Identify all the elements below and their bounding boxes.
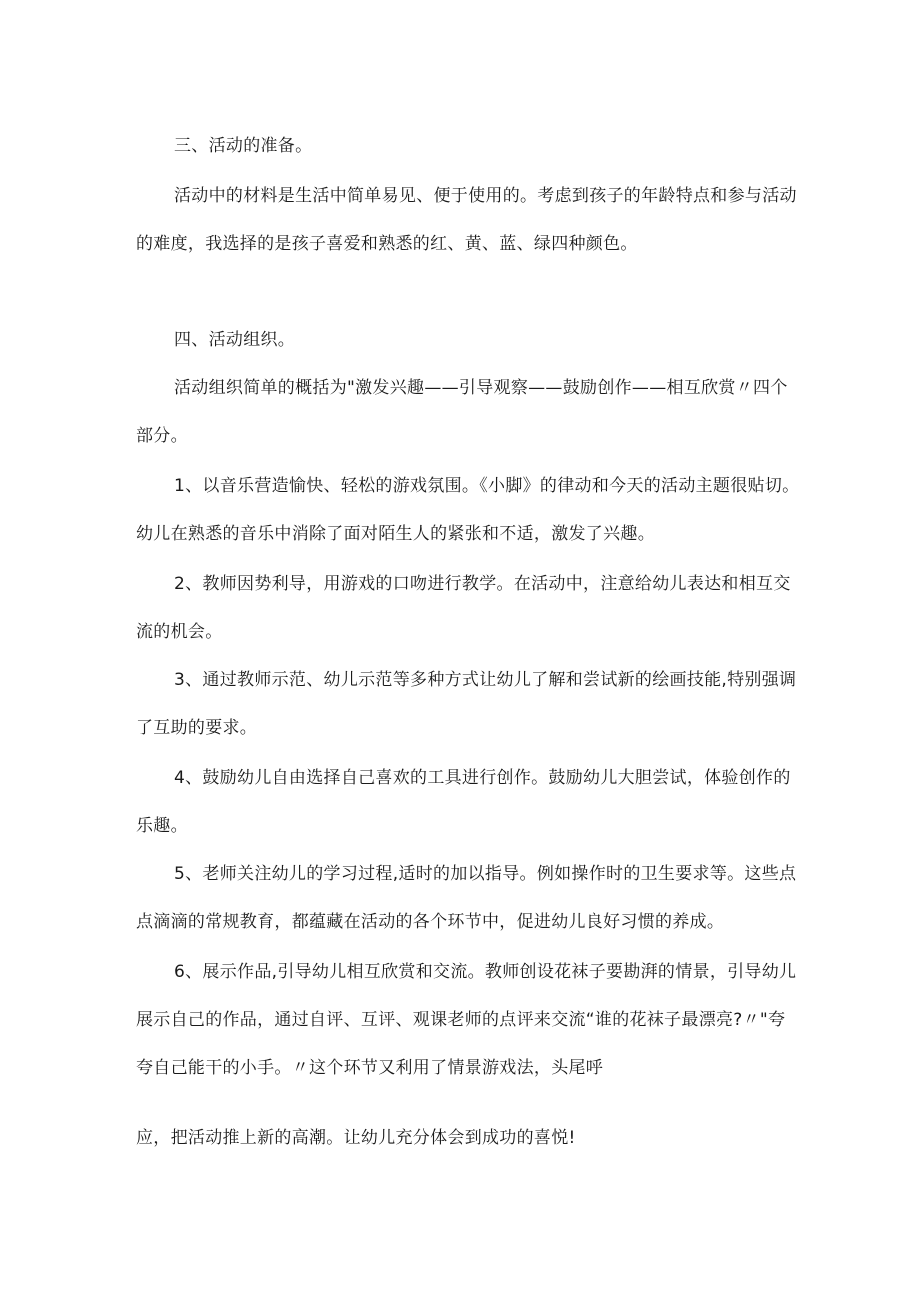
list-item-6-line-2: 展示自己的作品，通过自评、互评、观课老师的点评来交流“谁的花袜子最漂亮?〃"夸 — [136, 1010, 786, 1030]
section-3-paragraph-line-1: 活动中的材料是生活中简单易见、便于使用的。考虑到孩子的年龄特点和参与活动 — [174, 186, 797, 206]
section-4-heading: 四、活动组织。 — [174, 330, 296, 350]
list-item-5-line-2: 点滴滴的常规教育，都蕴藏在活动的各个环节中，促进幼儿良好习惯的养成。 — [136, 912, 725, 932]
list-item-2-line-2: 流的机会。 — [136, 622, 223, 642]
section-3-paragraph-line-2: 的难度，我选择的是孩子喜爱和熟悉的红、黄、蓝、绿四种颜色。 — [136, 234, 638, 254]
list-item-4-line-2: 乐趣。 — [136, 816, 188, 836]
list-item-5-line-1: 5、老师关注幼儿的学习过程,适时的加以指导。例如操作时的卫生要求等。这些点 — [174, 864, 797, 884]
section-4-intro-line-2: 部分。 — [136, 426, 188, 446]
list-item-4-line-1: 4、鼓励幼儿自由选择自己喜欢的工具进行创作。鼓励幼儿大胆尝试，体验创作的 — [174, 768, 791, 788]
list-item-6-line-1: 6、展示作品,引导幼儿相互欣赏和交流。教师创设花袜子要勘湃的情景，引导幼儿 — [174, 962, 797, 982]
list-item-1-line-1: 1、以音乐营造愉快、轻松的游戏氛围。《小脚》的律动和今天的活动主题很贴切。 — [174, 476, 800, 496]
list-item-3-line-2: 了互助的要求。 — [136, 718, 258, 738]
list-item-3-line-1: 3、通过教师示范、幼儿示范等多种方式让幼儿了解和尝试新的绘画技能,特别强调 — [174, 670, 797, 690]
list-item-1-line-2: 幼儿在熟悉的音乐中消除了面对陌生人的紧张和不适，激发了兴趣。 — [136, 524, 655, 544]
section-3-heading: 三、活动的准备。 — [174, 136, 313, 156]
list-item-6-line-3: 夸自己能干的小手。〃这个环节又利用了情景游戏法，头尾呼 — [136, 1058, 604, 1078]
list-item-2-line-1: 2、教师因势利导，用游戏的口吻进行教学。在活动中，注意给幼儿表达和相互交 — [174, 574, 791, 594]
list-item-6-line-4: 应，把活动推上新的高潮。让幼儿充分体会到成功的喜悦! — [136, 1128, 576, 1148]
section-4-intro-line-1: 活动组织简单的概括为"激发兴趣——引导观察——鼓励创作——相互欣赏〃四个 — [174, 378, 788, 398]
